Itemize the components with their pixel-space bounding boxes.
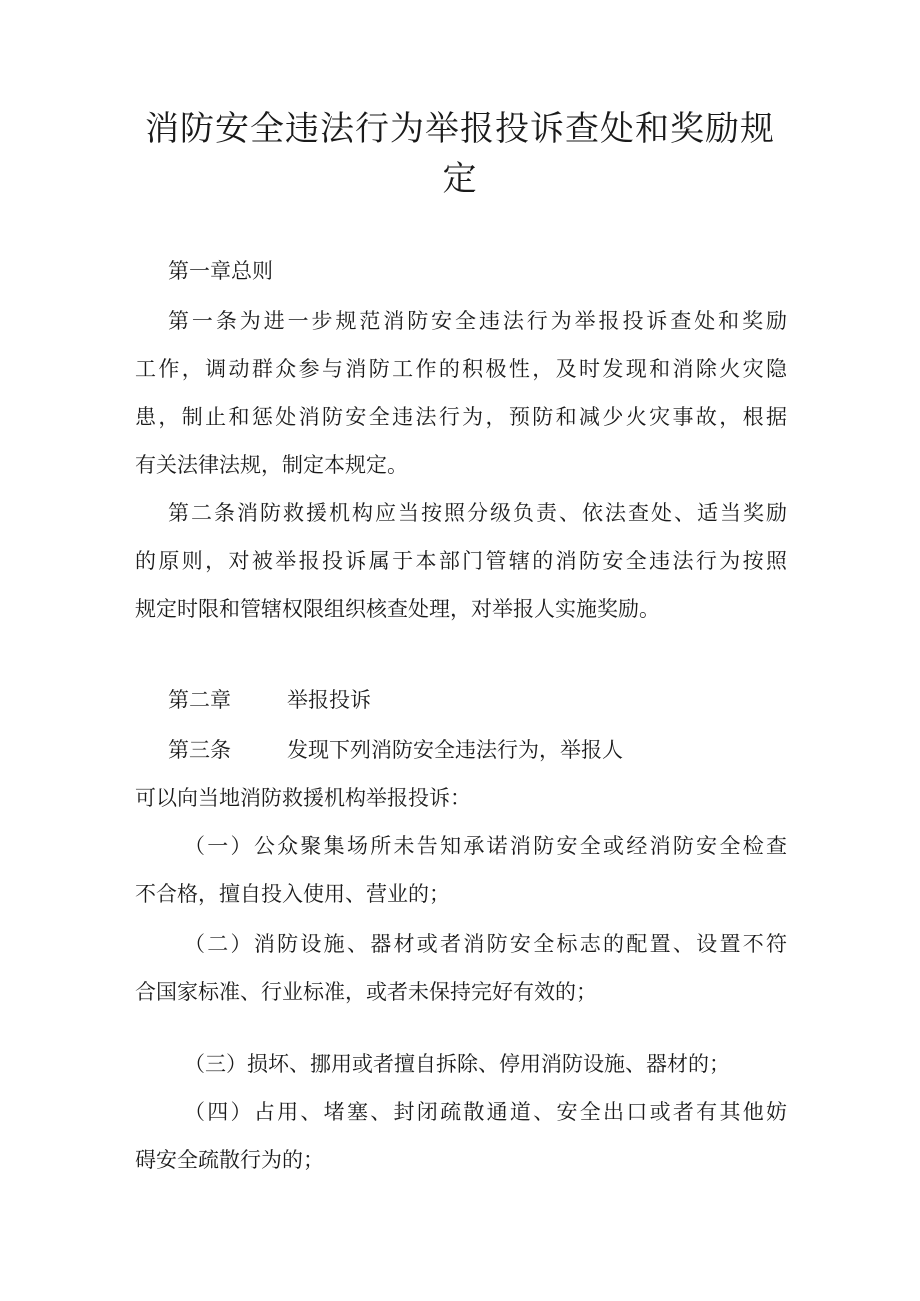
document-title-line1: 消防安全违法行为举报投诉查处和奖励规 (145, 109, 775, 149)
article2-line3: 规定时限和管辖权限组织核查处理，对举报人实施奖励。 (135, 597, 660, 621)
article1-line4: 有关法律法规，制定本规定。 (135, 453, 408, 477)
document-title-line2: 定 (442, 159, 478, 199)
item4-line2: 碍安全疏散行为的； (135, 1148, 324, 1172)
article1-line2: 工作，调动群众参与消防工作的积极性，及时发现和消除火灾隐 (135, 357, 787, 381)
item3-line1: （三）损坏、挪用或者擅自拆除、停用消防设施、器材的； (184, 1052, 730, 1076)
article1-line3: 患，制止和惩处消防安全违法行为，预防和减少火灾事故，根据 (135, 405, 787, 429)
article1-line1: 第一条为进一步规范消防安全违法行为举报投诉查处和奖励 (168, 309, 787, 333)
article3-line1 (168, 735, 788, 765)
chapter2-heading (168, 685, 788, 715)
article2-line1: 第二条消防救援机构应当按照分级负责、依法查处、适当奖励 (168, 501, 787, 525)
article3-label: 第三条 (168, 738, 231, 762)
item1-line2: 不合格，擅自投入使用、营业的； (135, 882, 450, 906)
item2-line1: （二）消防设施、器材或者消防安全标志的配置、设置不符 (184, 932, 787, 956)
item4-line1: （四）占用、堵塞、封闭疏散通道、安全出口或者有其他妨 (184, 1100, 787, 1124)
item1-line1: （一）公众聚集场所未告知承诺消防安全或经消防安全检查 (184, 834, 787, 858)
article3-text: 发现下列消防安全违法行为，举报人 (287, 738, 623, 762)
chapter1-heading: 第一章总则 (168, 259, 273, 283)
chapter2-title: 举报投诉 (287, 688, 371, 712)
article2-line2: 的原则，对被举报投诉属于本部门管辖的消防安全违法行为按照 (135, 549, 787, 573)
item2-line2: 合国家标准、行业标准，或者未保持完好有效的； (135, 980, 597, 1004)
chapter2-label: 第二章 (168, 688, 231, 712)
article3-line2: 可以向当地消防救援机构举报投诉： (135, 786, 471, 810)
